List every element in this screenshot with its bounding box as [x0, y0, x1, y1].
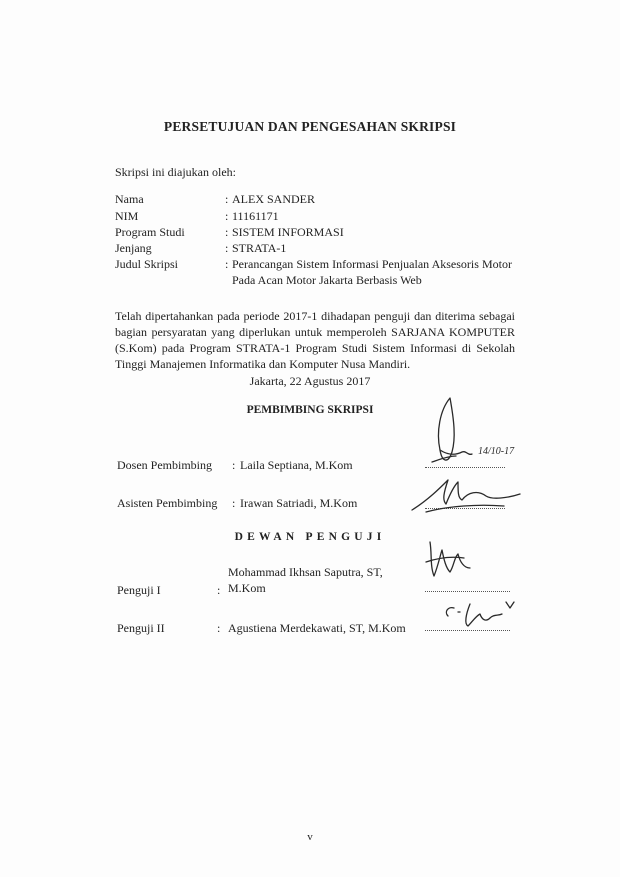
field-label: Judul Skripsi: [115, 257, 179, 271]
pembimbing-heading: PEMBIMBING SKRIPSI: [246, 404, 374, 416]
field-label: Program Studi: [115, 225, 185, 239]
penguji1-signature-line: [425, 591, 510, 592]
penguji1-signature-icon: [420, 536, 480, 588]
penguji1-label: Penguji I: [117, 583, 161, 597]
asisten-colon: :: [232, 496, 236, 510]
asisten-signature-icon: [408, 470, 528, 520]
approval-paragraph: Telah dipertahankan pada periode 2017-1 dihadapan penguji dan diterima sebagai bagian persyaratan yang diperlukan untuk memperoleh SARJANA KOMPUTER (S.Kom) pada Program STRATA-1 Program Studi Sistem Informasi di Sekolah Tinggi Manajemen Informatika dan Komputer Nusa Mandiri.: [115, 309, 515, 371]
asisten-pembimbing-name: Irawan Satriadi, M.Kom: [240, 496, 358, 510]
field-value: STRATA-1: [232, 241, 287, 255]
field-label: NIM: [115, 209, 139, 223]
field-label: Nama: [115, 192, 144, 206]
field-colon: :: [225, 209, 229, 223]
approval-date: Jakarta, 22 Agustus 2017: [249, 374, 371, 388]
page-number: v: [307, 831, 313, 843]
penguji2-colon: :: [217, 621, 221, 635]
dosen-pembimbing-label: Dosen Pembimbing: [117, 458, 212, 472]
dosen-signature-icon: [418, 392, 528, 472]
penguji1-name-line2: M.Kom: [228, 581, 266, 595]
field-label: Jenjang: [115, 241, 152, 255]
field-colon: :: [225, 241, 229, 255]
field-colon: :: [225, 257, 229, 271]
dosen-colon: :: [232, 458, 236, 472]
asisten-pembimbing-label: Asisten Pembimbing: [117, 496, 218, 510]
field-value: SISTEM INFORMASI: [232, 225, 344, 239]
penguji2-label: Penguji II: [117, 621, 165, 635]
document-title: PERSETUJUAN DAN PENGESAHAN SKRIPSI: [163, 119, 457, 134]
penguji2-name: Agustiena Merdekawati, ST, M.Kom: [228, 621, 406, 635]
penguji1-name-line1: Mohammad Ikhsan Saputra, ST,: [228, 565, 383, 579]
dewan-penguji-heading: DEWAN PENGUJI: [234, 531, 386, 543]
field-value: 11161171: [232, 209, 279, 223]
penguji1-colon: :: [217, 583, 221, 597]
field-colon: :: [225, 225, 229, 239]
dosen-pembimbing-name: Laila Septiana, M.Kom: [240, 458, 353, 472]
field-value: Perancangan Sistem Informasi Penjualan Aksesoris Motor Pada Acan Motor Jakarta Berbasis Web: [232, 257, 512, 287]
penguji1-name: [228, 564, 398, 596]
intro-text: Skripsi ini diajukan oleh:: [115, 165, 236, 179]
field-colon: :: [225, 192, 229, 206]
signature-note: 14/10-17: [478, 446, 515, 457]
penguji2-signature-icon: [440, 594, 520, 634]
field-value: ALEX SANDER: [232, 192, 315, 206]
